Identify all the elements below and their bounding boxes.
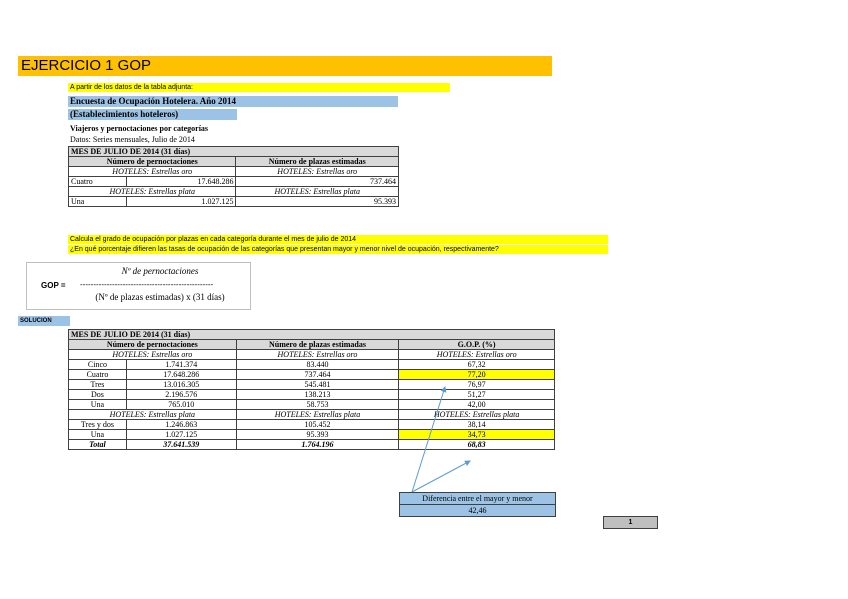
places-cell: 95.393 — [236, 197, 399, 207]
formula-numerator: Nº de pernoctaciones — [121, 266, 199, 276]
category-cell: Dos — [69, 390, 127, 400]
page-number: 1 — [603, 516, 658, 529]
month-header: MES DE JULIO DE 2014 (31 días) — [69, 147, 399, 157]
survey-subtitle: (Establecimientos hoteleros) — [68, 109, 237, 120]
nights-cell: 17.648.286 — [126, 370, 236, 380]
silver-subheader: HOTELES: Estrellas plata — [236, 187, 399, 197]
nights-cell: 1.027.125 — [126, 430, 236, 440]
gop-cell: 42,00 — [399, 400, 555, 410]
col-nights: Número de pernoctaciones — [69, 340, 237, 350]
difference-box — [399, 492, 556, 517]
gop-cell: 77,20 — [399, 370, 555, 380]
survey-title: Encuesta de Ocupación Hotelera. Año 2014 — [68, 96, 398, 107]
total-gop: 68,83 — [399, 440, 555, 450]
nights-cell: 17.648.286 — [126, 177, 236, 187]
total-label: Total — [69, 440, 127, 450]
total-places: 1.764.196 — [236, 440, 399, 450]
silver-subheader: HOTELES: Estrellas plata — [236, 410, 399, 420]
places-cell: 545.481 — [236, 380, 399, 390]
page-title: EJERCICIO 1 GOP — [21, 57, 152, 74]
formula-divider: -------------------------------------------------- — [80, 280, 214, 289]
places-cell: 138.213 — [236, 390, 399, 400]
arrow-to-max — [412, 387, 445, 492]
category-cell: Cuatro — [69, 177, 127, 187]
total-nights: 37.641.539 — [126, 440, 236, 450]
travellers-label: Viajeros y pernoctaciones por categorías — [70, 124, 209, 133]
category-cell: Una — [69, 197, 127, 207]
places-cell: 83.440 — [236, 360, 399, 370]
gop-cell: 76,97 — [399, 380, 555, 390]
category-cell: Tres y dos — [69, 420, 127, 430]
formula-label: GOP = — [41, 281, 66, 290]
nights-cell: 13.016.305 — [126, 380, 236, 390]
difference-value: 42,46 — [400, 504, 555, 516]
gold-subheader: HOTELES: Estrellas oro — [69, 350, 237, 360]
col-places: Número de plazas estimadas — [236, 340, 399, 350]
silver-subheader: HOTELES: Estrellas plata — [69, 187, 236, 197]
category-cell: Cuatro — [69, 370, 127, 380]
gold-subheader: HOTELES: Estrellas oro — [399, 350, 555, 360]
places-cell: 95.393 — [236, 430, 399, 440]
col-gop: G.O.P. (%) — [399, 340, 555, 350]
month-header: MES DE JULIO DE 2014 (31 días) — [69, 330, 555, 340]
gold-subheader: HOTELES: Estrellas oro — [236, 167, 399, 177]
data-source: Datos: Series mensuales, Julio de 2014 — [70, 135, 195, 144]
silver-subheader: HOTELES: Estrellas plata — [69, 410, 237, 420]
category-cell: Tres — [69, 380, 127, 390]
col-nights: Número de pernoctaciones — [69, 157, 236, 167]
gop-cell: 34,73 — [399, 430, 555, 440]
nights-cell: 2.196.576 — [126, 390, 236, 400]
task-line-1: Calcula el grado de ocupación por plazas en cada categoría durante el mes de julio de 2014 — [68, 235, 608, 244]
gop-cell: 38,14 — [399, 420, 555, 430]
category-cell: Una — [69, 430, 127, 440]
nights-cell: 765.010 — [126, 400, 236, 410]
formula-denominator: (Nº de plazas estimadas) x (31 días) — [95, 292, 225, 302]
gop-cell: 51,27 — [399, 390, 555, 400]
col-places: Número de plazas estimadas — [236, 157, 399, 167]
solution-label: SOLUCION — [18, 316, 70, 326]
places-cell: 58.753 — [236, 400, 399, 410]
gop-cell: 67,32 — [399, 360, 555, 370]
task-line-2: ¿En qué porcentaje difieren las tasas de ocupación de las categorías que presentan mayor y menor nivel de ocupación, respectivamente? — [68, 245, 608, 254]
places-cell: 105.452 — [236, 420, 399, 430]
silver-subheader: HOTELES: Estrellas plata — [399, 410, 555, 420]
intro-text: A partir de los datos de la tabla adjunta: — [68, 83, 450, 92]
places-cell: 737.464 — [236, 177, 399, 187]
category-cell: Cinco — [69, 360, 127, 370]
difference-label: Diferencia entre el mayor y menor — [400, 493, 555, 504]
nights-cell: 1.027.125 — [126, 197, 236, 207]
gold-subheader: HOTELES: Estrellas oro — [236, 350, 399, 360]
nights-cell: 1.246.863 — [126, 420, 236, 430]
nights-cell: 1.741.374 — [126, 360, 236, 370]
places-cell: 737.464 — [236, 370, 399, 380]
gold-subheader: HOTELES: Estrellas oro — [69, 167, 236, 177]
category-cell: Una — [69, 400, 127, 410]
